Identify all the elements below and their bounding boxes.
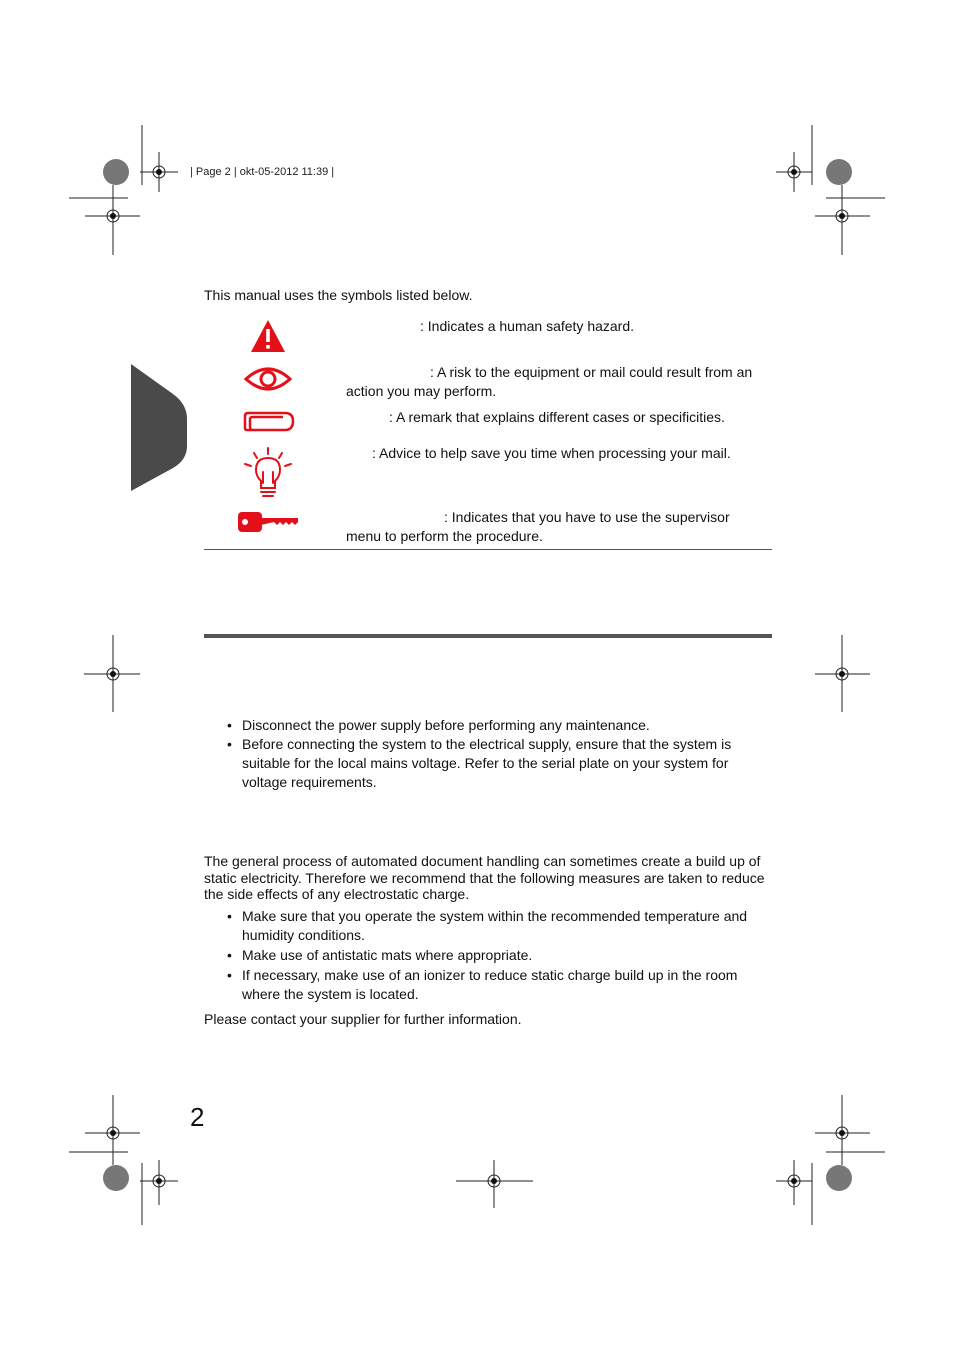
section-rule bbox=[204, 634, 772, 638]
symbol-paperclip-text: : A remark that explains different cases or specificities. bbox=[389, 409, 725, 425]
lightbulb-icon bbox=[242, 446, 294, 500]
symbol-lightbulb-text: : Advice to help save you time when processing your mail. bbox=[372, 445, 731, 461]
symbol-warning-text: : Indicates a human safety hazard. bbox=[420, 318, 635, 334]
key-icon bbox=[237, 510, 299, 534]
list-item: • Before connecting the system to the electrical supply, ensure that the system is suitable for the local mains voltage. Refer to the serial plate on your system for voltage requirements. bbox=[204, 735, 776, 792]
symbol-key-text-line2: menu to perform the procedure. bbox=[346, 528, 543, 544]
static-paragraph: The general process of automated document handling can sometimes create a build up of static electricity. Therefore we recommend that the following measures are taken to reduce the side effects of any electrostatic charge. bbox=[204, 853, 765, 902]
intro-text: This manual uses the symbols listed below. bbox=[204, 287, 473, 303]
print-slug: | Page 2 | okt-05-2012 11:39 | bbox=[190, 166, 335, 178]
list-item: • Disconnect the power supply before performing any maintenance. bbox=[204, 716, 776, 735]
symbols-table-rule bbox=[204, 549, 772, 550]
symbol-eye-text-line2: action you may perform. bbox=[346, 383, 497, 399]
paperclip-icon bbox=[243, 410, 295, 434]
warning-triangle-icon bbox=[249, 318, 287, 354]
chapter-tab bbox=[131, 364, 189, 491]
eye-icon bbox=[243, 365, 293, 393]
symbol-key-text-line1: : Indicates that you have to use the supervisor bbox=[444, 509, 730, 525]
static-bullet-list bbox=[204, 907, 776, 1004]
symbol-eye-text-line1: : A risk to the equipment or mail could result from an bbox=[430, 364, 753, 380]
list-item: • Make use of antistatic mats where appropriate. bbox=[204, 946, 776, 965]
safety-bullet-list bbox=[204, 716, 776, 792]
list-item: • If necessary, make use of an ionizer to reduce static charge build up in the room where the system is located. bbox=[204, 966, 776, 1004]
list-item: • Make sure that you operate the system within the recommended temperature and humidity conditions. bbox=[204, 907, 776, 945]
page-number: 2 bbox=[190, 1102, 205, 1132]
contact-text: Please contact your supplier for further information. bbox=[204, 1011, 522, 1027]
